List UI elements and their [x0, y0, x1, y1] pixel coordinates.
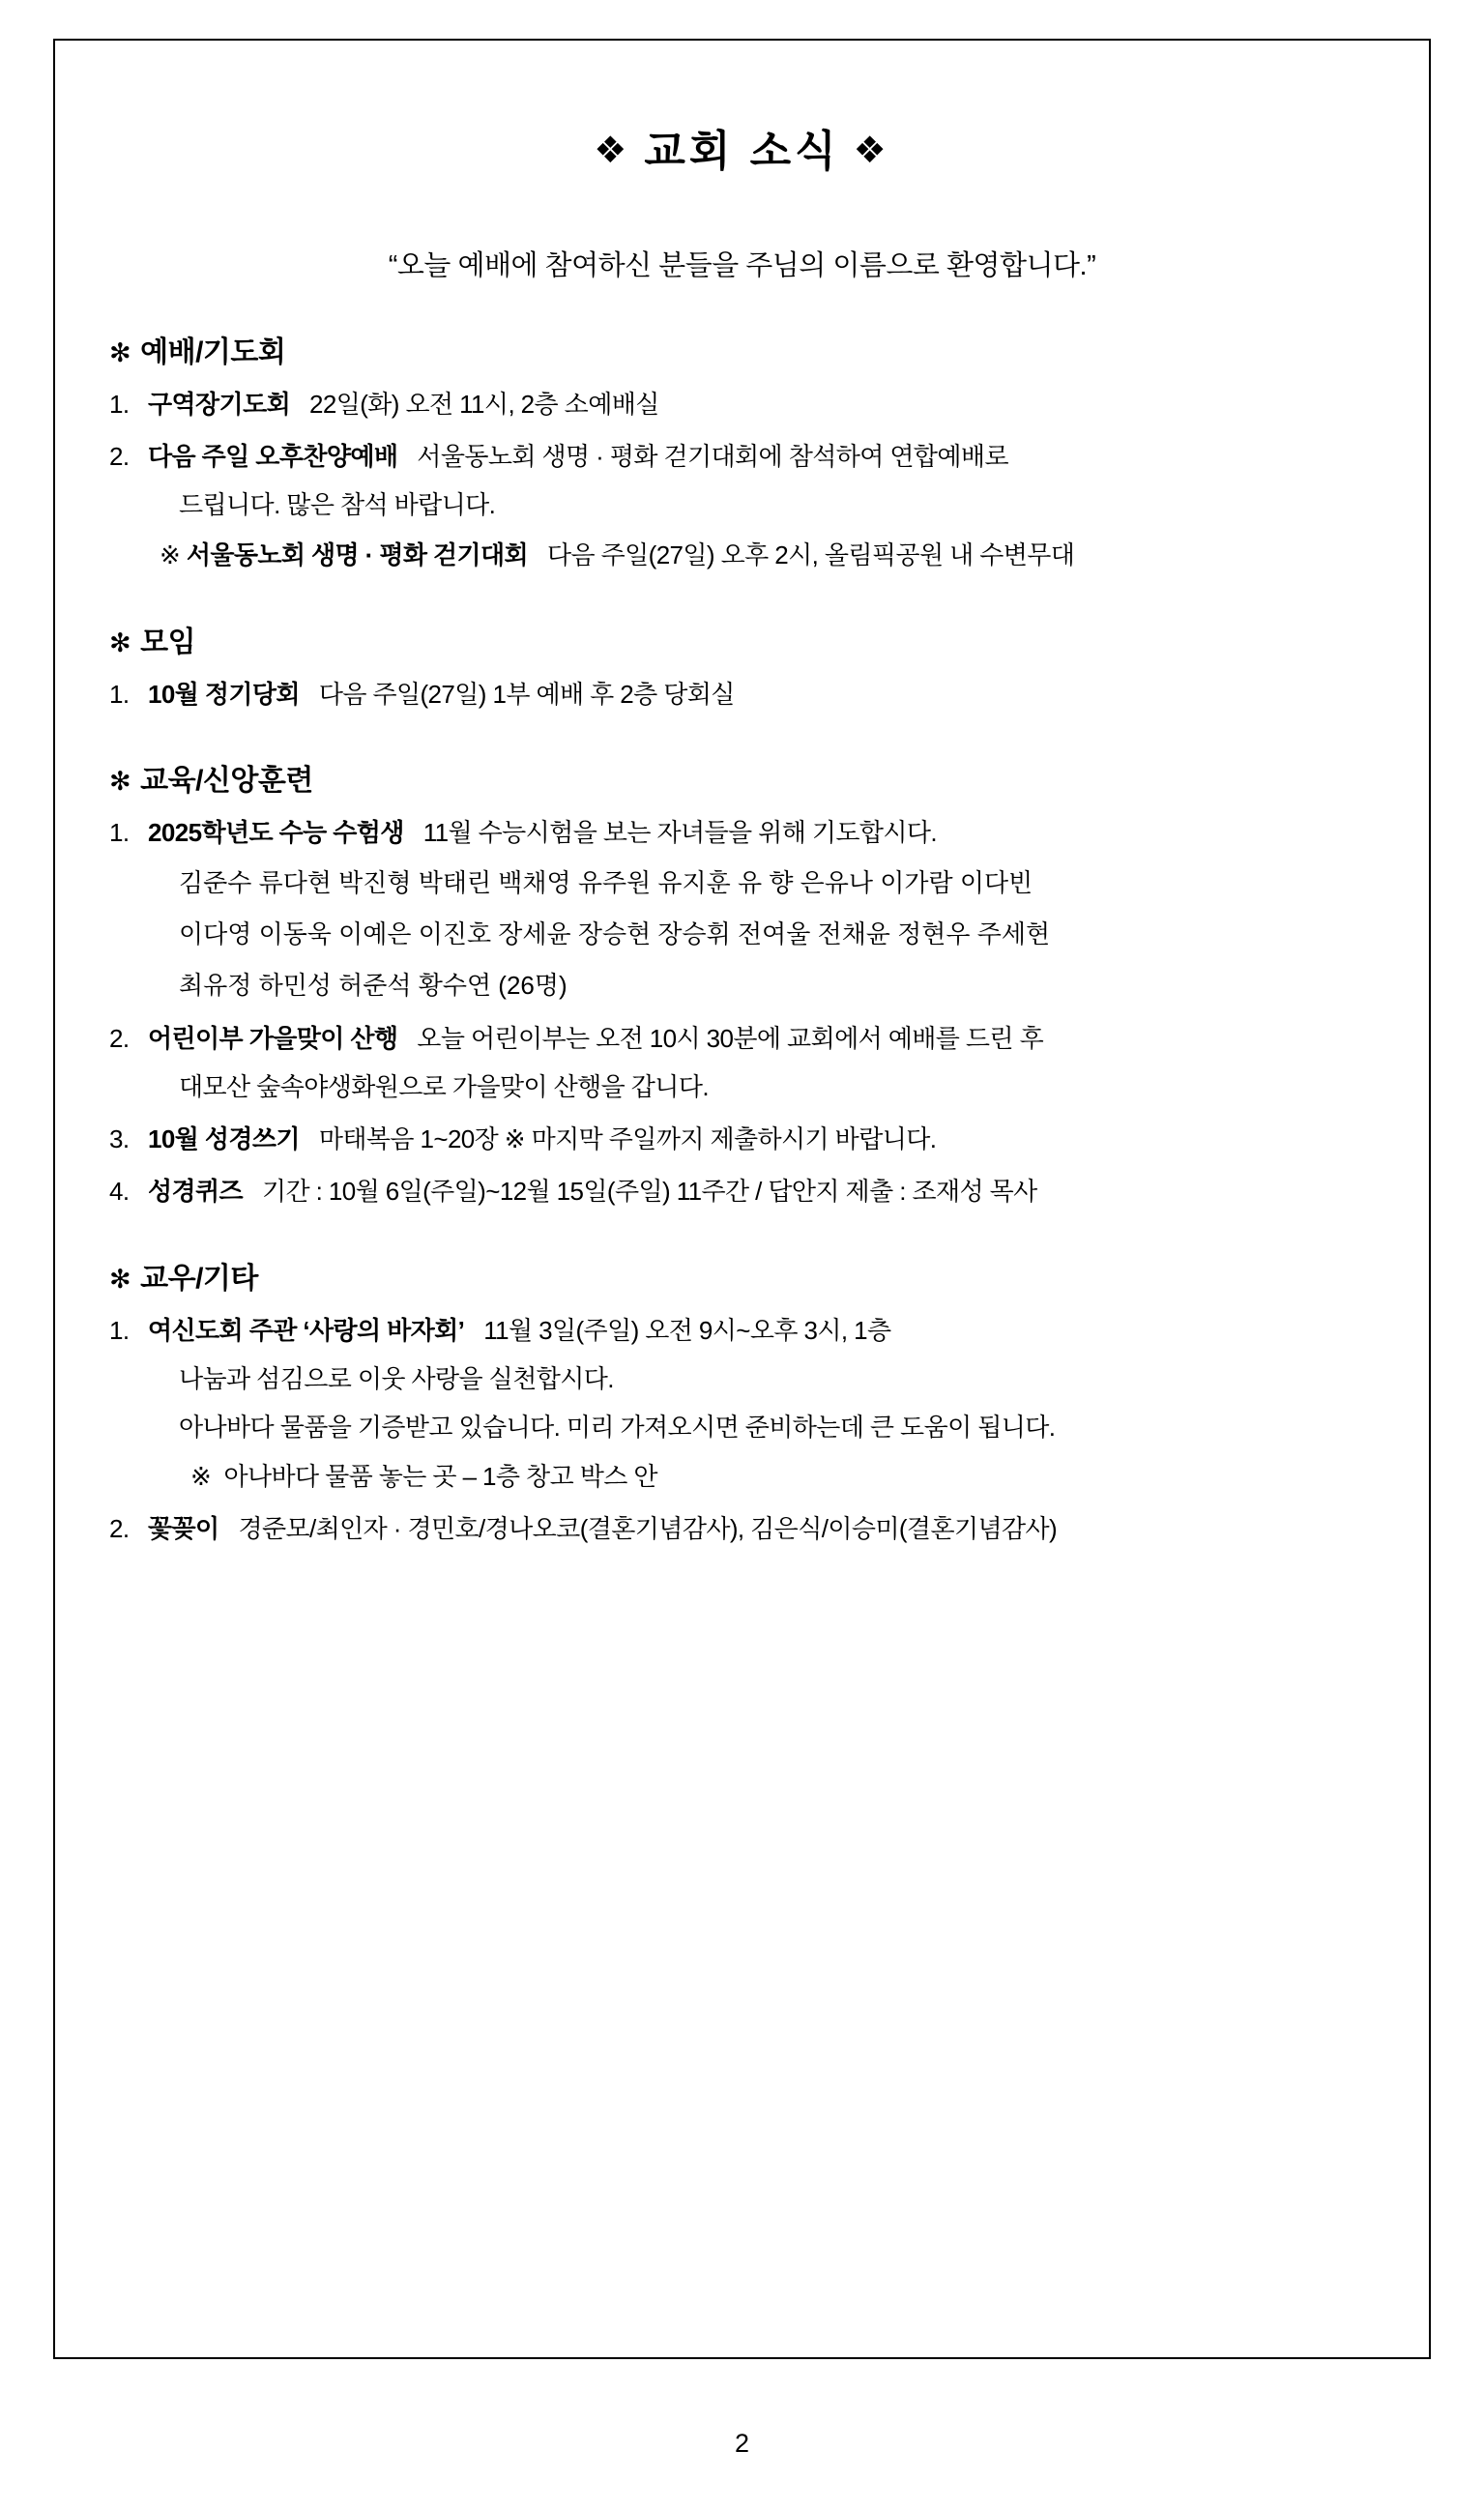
list-item-text: 다음 주일(27일) 1부 예배 후 2층 당회실	[318, 679, 735, 709]
list-item-note	[109, 539, 1375, 573]
list-item-text: 기간 : 10월 6일(주일)~12월 15일(주일) 11주간 / 답안지 제출 : 조재성 목사	[261, 1176, 1037, 1206]
list-item-lead: 꽃꽂이	[148, 1514, 219, 1544]
list-item-number: 2.	[109, 1514, 130, 1544]
section-worship-prayer	[109, 328, 1375, 573]
list-item	[109, 440, 1375, 475]
list-item-text: 경준모/최인자 · 경민호/경나오코(결혼기념감사), 김은식/이승미(결혼기념감사)	[238, 1514, 1058, 1544]
list-item-lead: 여신도회 주관 ‘사랑의 바자회’	[148, 1315, 465, 1345]
note-lead: 서울동노회 생명 · 평화 걷기대회	[186, 540, 529, 569]
list-item-lead: 구역장기도회	[148, 390, 291, 419]
list-item-continuation: 아나바다 물품을 기증받고 있습니다. 미리 가져오시면 준비하는데 큰 도움이 됩니다.	[179, 1412, 1056, 1442]
list-item-text: 오늘 어린이부는 오전 10시 30분에 교회에서 예배를 드린 후	[417, 1024, 1044, 1054]
list-item-number: 3.	[109, 1124, 130, 1153]
list-item-number: 1.	[109, 1315, 130, 1345]
note-mark-icon: ※	[160, 540, 181, 569]
content-frame	[53, 39, 1431, 2359]
page-number: 2	[734, 2429, 750, 2458]
asterisk-icon: ✻	[109, 767, 131, 797]
list-item	[109, 816, 1375, 851]
list-item-text: 마태복음 1~20장 ※ 마지막 주일까지 제출하시기 바랍니다.	[318, 1124, 937, 1153]
section-members-other	[109, 1254, 1375, 1547]
section-heading	[109, 756, 1375, 799]
list-item	[109, 678, 1375, 713]
diamond-ornament-left: ❖	[594, 131, 631, 171]
section-heading	[109, 1254, 1375, 1297]
section-education-training	[109, 756, 1375, 1209]
list-item-text: 11월 수능시험을 보는 자녀들을 위해 기도합시다.	[422, 818, 938, 848]
section-heading-label: 교우/기타	[140, 1262, 258, 1295]
note-text: 다음 주일(27일) 오후 2시, 올림픽공원 내 수변무대	[546, 540, 1075, 569]
section-heading-label: 교육/신앙훈련	[140, 765, 313, 798]
section-heading	[109, 618, 1375, 660]
list-item-number: 1.	[109, 679, 130, 709]
list-item-number: 2.	[109, 1024, 130, 1054]
list-item	[109, 1512, 1375, 1547]
asterisk-icon: ✻	[109, 338, 131, 367]
list-item-lead: 2025학년도 수능 수험생	[148, 818, 404, 848]
list-item-lead: 10월 정기당회	[148, 679, 300, 709]
welcome-message: “오늘 예배에 참여하신 분들을 주님의 이름으로 환영합니다.”	[388, 250, 1096, 281]
list-item-text: 11월 3일(주일) 오전 9시~오후 3시, 1층	[483, 1315, 891, 1345]
student-name-line: 이다영 이동욱 이예은 이진호 장세윤 장승현 장승휘 전여울 전채윤 정현우 주세현	[179, 919, 1051, 949]
list-item-lead: 성경퀴즈	[148, 1176, 244, 1206]
section-heading	[109, 328, 1375, 370]
note-mark-icon: ※	[190, 1462, 212, 1492]
list-item-number: 1.	[109, 390, 130, 419]
note-text: 아나바다 물품 놓는 곳 – 1층 창고 박스 안	[223, 1462, 657, 1492]
list-item-lead: 다음 주일 오후찬양예배	[148, 441, 398, 471]
list-item-number: 1.	[109, 818, 130, 848]
list-item-note	[109, 1460, 1375, 1495]
section-heading-label: 예배/기도회	[140, 336, 286, 368]
list-item-text: 22일(화) 오전 11시, 2층 소예배실	[308, 390, 659, 419]
list-item-continuation: 드립니다. 많은 참석 바랍니다.	[179, 489, 496, 519]
page-title	[109, 116, 1375, 178]
list-item	[109, 388, 1375, 423]
list-item-lead: 10월 성경쓰기	[148, 1124, 300, 1153]
list-item	[109, 1175, 1375, 1210]
list-item	[109, 1123, 1375, 1157]
list-item-lead: 어린이부 가을맞이 산행	[148, 1024, 398, 1054]
diamond-ornament-right: ❖	[853, 131, 890, 171]
list-item-text: 서울동노회 생명 · 평화 걷기대회에 참석하여 연합예배로	[417, 441, 1008, 471]
asterisk-icon: ✻	[109, 627, 131, 657]
list-item-continuation: 대모산 숲속야생화원으로 가을맞이 산행을 갑니다.	[179, 1072, 709, 1102]
asterisk-icon: ✻	[109, 1264, 131, 1294]
page-title-text: 교회 소식	[644, 128, 840, 175]
student-name-line: 최유정 하민성 허준석 황수연 (26명)	[179, 971, 567, 1001]
section-heading-label: 모임	[140, 626, 196, 658]
student-name-line: 김준수 류다현 박진형 박태린 백채영 유주원 유지훈 유 향 은유나 이가람 이다빈	[179, 868, 1033, 898]
section-meetings	[109, 618, 1375, 713]
list-item	[109, 1022, 1375, 1057]
list-item	[109, 1314, 1375, 1349]
list-item-continuation: 나눔과 섬김으로 이웃 사랑을 실천합시다.	[179, 1363, 614, 1393]
list-item-number: 2.	[109, 441, 130, 471]
list-item-number: 4.	[109, 1176, 130, 1206]
